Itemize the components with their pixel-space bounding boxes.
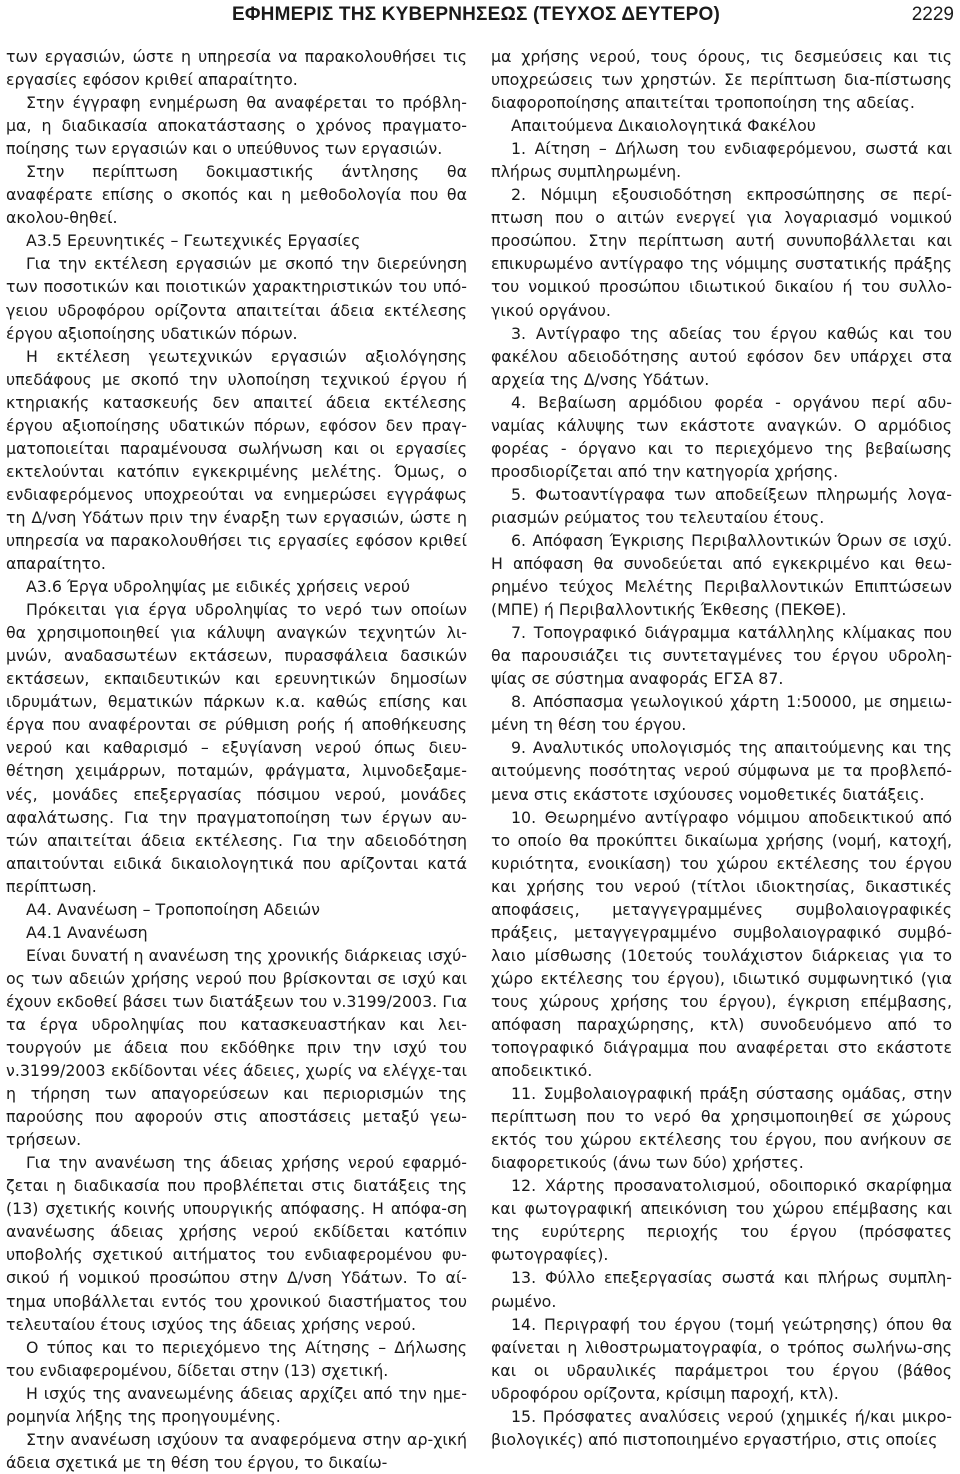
section-heading: Α3.6 Έργα υδροληψίας με ειδικές χρήσεις νερού — [26, 577, 411, 597]
list-item: 5. Φωτοαντίγραφα των αποδείξεων πληρωμής λογα-ριασμών ρεύματος του τελευταίου έτους. — [491, 484, 952, 527]
page-number: 2229 — [911, 4, 954, 25]
section-heading: Α4.1 Ανανέωση — [26, 922, 148, 942]
list-item: 3. Αντίγραφο της αδείας του έργου καθώς και του φακέλου αδειοδότησης αυτού εφόσον δεν υπάρχει στα αρχεία της Δ/νσης Υδάτων. — [491, 323, 952, 389]
gazette-title: ΕΦΗΜΕΡΙΣ ΤΗΣ ΚΥΒΕΡΝΗΣΕΩΣ (ΤΕΥΧΟΣ ΔΕΥΤΕΡΟ) — [232, 4, 720, 25]
list-item: 10. Θεωρημένο αντίγραφο νόμιμου αποδεικτικού από το οποίο θα προκύπτει δικαίωμα χρήσης (νομή, κατοχή, κυριότητα, ενοικίαση) του χώρου εκτέλεσης του έργου και χρήσης του νερού (τίτλοι ιδιοκτησίας, δικαστικές αποφάσεις, μεταγγεγραμμένες συμβολαιογραφικές πράξεις, μεταγγεγραμμένο συμβολαιογραφικό συμβό-λαιο μίσθωσης (10ετούς τουλάχιστον διάρκειας για το χώρο εκτέλεσης του έργου), ιδιωτικό συμφωνητικό (για τους χώρους χρήσης του έργου), έγκριση επέμβασης, απόφαση παραχώρησης, κτλ) συνοδευόμενο από το τοπογραφικό διάγραμμα που αναφέρεται στο εκάστοτε αποδεικτικό. — [491, 807, 952, 1081]
paragraph: Είναι δυνατή η ανανέωση της χρονικής διάρκειας ισχύ-ος των αδειών χρήσης νερού που βρίσκονται σε ισχύ και έχουν εκδοθεί βάσει των διατάξεων του ν.3199/2003. Για τα έργα υδροληψίας που κατασκευαστήκαν και λει-τουργούν με άδεια που εκδόθηκε πριν την ισχύ του ν.3199/2003 εκδίδονται νέες άδειες, χωρίς να ελέγχε-ται η τήρηση των απαγορεύσεων και περιορισμών της παρούσης που αφορούν στις αποστάσεις μεταξύ γεω-τρήσεων. — [6, 945, 467, 1150]
paragraph: Ο τύπος και το περιεχόμενο της Αίτησης – Δήλωσης του ενδιαφερομένου, δίδεται στην (13) σχετική. — [6, 1337, 467, 1380]
right-column — [491, 45, 952, 1451]
list-item: 7. Τοπογραφικό διάγραμμα κατάλληλης κλίμακας που θα παρουσιάζει τις συντεταγμένες του έργου υδρολη-ψίας σε σύστημα αναφοράς ΕΓΣΑ 87. — [491, 623, 952, 689]
list-item: 11. Συμβολαιογραφική πράξη σύστασης ομάδας, στην περίπτωση που το νερό θα χρησιμοποιηθεί σε χώρους εκτός του χώρου εκτέλεσης του έργου, που ανήκουν σε διαφορετικούς (άνω των δύο) χρήστες. — [491, 1084, 952, 1173]
list-item: 2. Νόμιμη εξουσιοδότηση εκπροσώπησης σε περί-πτωση που ο αιτών ενεργεί για λογαριασμό νομικού προσώπου. Στην περίπτωση αυτή συνυποβάλλεται και επικυρωμένο αντίγραφο της νόμιμης συστατικής πράξης του νομικού προσώπου ιδιωτικού δικαίου ή του συλλο-γικού οργάνου. — [491, 185, 952, 320]
left-column — [6, 45, 467, 1474]
section-heading: Α3.5 Ερευνητικές – Γεωτεχνικές Εργασίες — [26, 231, 361, 251]
list-item: 9. Αναλυτικός υπολογισμός της απαιτούμενης και της αιτούμενης ποσότητας νερού σύμφωνα με τα προβλεπό-μενα στις εκάστοτε ισχύουσες νομοθετικές διατάξεις. — [491, 738, 952, 804]
paragraph: των εργασιών, ώστε η υπηρεσία να παρακολουθήσει τις εργασίες εφόσον κριθεί απαραίτητο. — [6, 47, 467, 90]
section-heading: Α4. Ανανέωση – Τροποποίηση Αδειών — [26, 899, 321, 919]
paragraph: Για την εκτέλεση εργασιών με σκοπό την διερεύνηση των ποσοτικών και ποιοτικών χαρακτηριστικών του υπό-γειου υδροφόρου ορίζοντα απαιτείται άδεια εκτέλεσης έργου αξιοποίησης υδατικών πόρων. — [6, 254, 467, 343]
list-item: 13. Φύλλο επεξεργασίας σωστά και πλήρως συμπλη-ρωμένο. — [491, 1268, 952, 1311]
paragraph: Στην περίπτωση δοκιμαστικής άντλησης θα αναφέρατε επίσης ο σκοπός και η μεθοδολογία που θα ακολου-θηθεί. — [6, 162, 467, 228]
paragraph: Στην έγγραφη ενημέρωση θα αναφέρεται το πρόβλη-μα, η διαδικασία αποκατάστασης ο χρόνος πραγματο-ποίησης των εργασιών και ο υπεύθυνος των εργασιών. — [6, 93, 467, 159]
list-item: 6. Απόφαση Έγκρισης Περιβαλλοντικών Όρων σε ισχύ. Η απόφαση θα συνοδεύεται από εγκεκριμένο και θεω-ρημένο τεύχος Μελέτης Περιβαλλοντικών Επιπτώσεων (ΜΠΕ) ή Περιβαλλοντικής Έκθεσης (ΠΕΚΘΕ). — [491, 530, 952, 620]
paragraph: Για την ανανέωση της άδειας χρήσης νερού εφαρμό-ζεται η διαδικασία που προβλέπεται στις διατάξεις της (13) σχετικής κοινής υπουργικής απόφασης. Η απόφα-ση ανανέωσης άδειας χρήσης νερού εκδίδεται κατόπιν υποβολής σχετικού αιτήματος του ενδιαφερομένου φυ-σικού ή νομικού προσώπου στην Δ/νση Υδάτων. Το αί-τημα υποβάλλεται εντός του χρονικού διαστήματος του τελευταίου έτους ισχύος της άδειας χρήσης νερού. — [6, 1153, 467, 1334]
paragraph: Πρόκειται για έργα υδροληψίας το νερό των οποίων θα χρησιμοποιηθεί για κάλυψη αναγκών τεχνητών λι-μνών, αναδασωτέων εκτάσεων, πυρασφάλεια δασικών εκτάσεων, εκπαιδευτικών και ερευνητικών δημοσίων ιδρυμάτων, θεματικών πάρκων κ.α. καθώς επίσης και έργα που αναφέρονται σε ρύθμιση ροής ή αποθήκευσης νερού και καθαρισμό – εξυγίανση νερού όπως διευ-θέτηση χειμάρρων, ποταμών, φράγματα, λιμνοδεξαμε-νές, μονάδες επεξεργασίας πόσιμου νερού, μονάδες αφαλάτωσης. Για την πραγματοποίηση των έργων αυ-τών απαιτείται άδεια εκτέλεσης. Για την αδειοδότηση απαιτούνται ειδικά δικαιολογητικά που αρίζονται κατά περίπτωση. — [6, 600, 467, 896]
paragraph: Η εκτέλεση γεωτεχνικών εργασιών αξιολόγησης υπεδάφους με σκοπό την υλοποίηση τεχνικού έργου ή κτηριακής κατασκευής δεν απαιτεί άδεια εκτέλεσης έργου αξιοποίησης υδατικών πόρων, εφόσον δεν πραγ-ματοποιείται παραμένουσα σωλήνωση και οι εργασίες εκτελούνται κατόπιν εγκεκριμένης μελέτης. Όμως, ο ενδιαφερόμενος υποχρεούται να ενημερώσει εγγράφως τη Δ/νση Υδάτων πριν την έναρξη των εργασιών, ώστε η υπηρεσία να παρακολουθήσει τις εργασίες εφόσον κριθεί απαραίτητο. — [6, 346, 467, 574]
list-item: 8. Απόσπασμα γεωλογικού χάρτη 1:50000, με σημειω-μένη τη θέση του έργου. — [491, 692, 952, 735]
section-heading: Απαιτούμενα Δικαιολογητικά Φακέλου — [511, 116, 816, 136]
paragraph: Στην ανανέωση ισχύουν τα αναφερόμενα στην αρ-χική άδεια σχετικά με τη θέση του έργου, το δικαίω- — [6, 1429, 467, 1472]
list-item: 12. Χάρτης προσανατολισμού, οδοιπορικό σκαρίφημα και φωτογραφική απεικόνιση του χώρου επέμβασης και της ευρύτερης περιοχής του έργου (πρόσφατες φωτογραφίες). — [491, 1176, 952, 1265]
paragraph: μα χρήσης νερού, τους όρους, τις δεσμεύσεις και τις υποχρεώσεις των χρηστών. Σε περίπτωση δια-πίστωσης διαφοροποίησης απαιτείται τροποποίηση της αδείας. — [491, 47, 952, 113]
page-header — [0, 0, 960, 34]
paragraph: Η ισχύς της ανανεωμένης άδειας αρχίζει από την ημε-ρομηνία λήξης της προηγουμένης. — [6, 1383, 467, 1426]
list-item: 1. Αίτηση – Δήλωση του ενδιαφερόμενου, σωστά και πλήρως συμπληρωμένη. — [491, 139, 952, 182]
list-item: 15. Πρόσφατες αναλύσεις νερού (χημικές ή/και μικρο-βιολογικές) από πιστοποιημένο εργαστήριο, στις οποίες — [491, 1406, 952, 1449]
list-item: 4. Βεβαίωση αρμόδιου φορέα - οργάνου περί αδυ-ναμίας κάλυψης των εκάστοτε αναγκών. Ο αρμόδιος φορέας - όργανο και το περιεχόμενο της βεβαίωσης προσδιορίζεται από την κατηγορία χρήσης. — [491, 392, 952, 481]
list-item: 14. Περιγραφή του έργου (τομή γεώτρησης) όπου θα φαίνεται η λιθοστρωματογραφία, ο τρόπος σωλήνω-σης και οι υδραυλικές παράμετροι του έργου (βάθος υδροφόρου ορίζοντα, κρίσιμη παροχή, κτλ). — [491, 1314, 952, 1403]
